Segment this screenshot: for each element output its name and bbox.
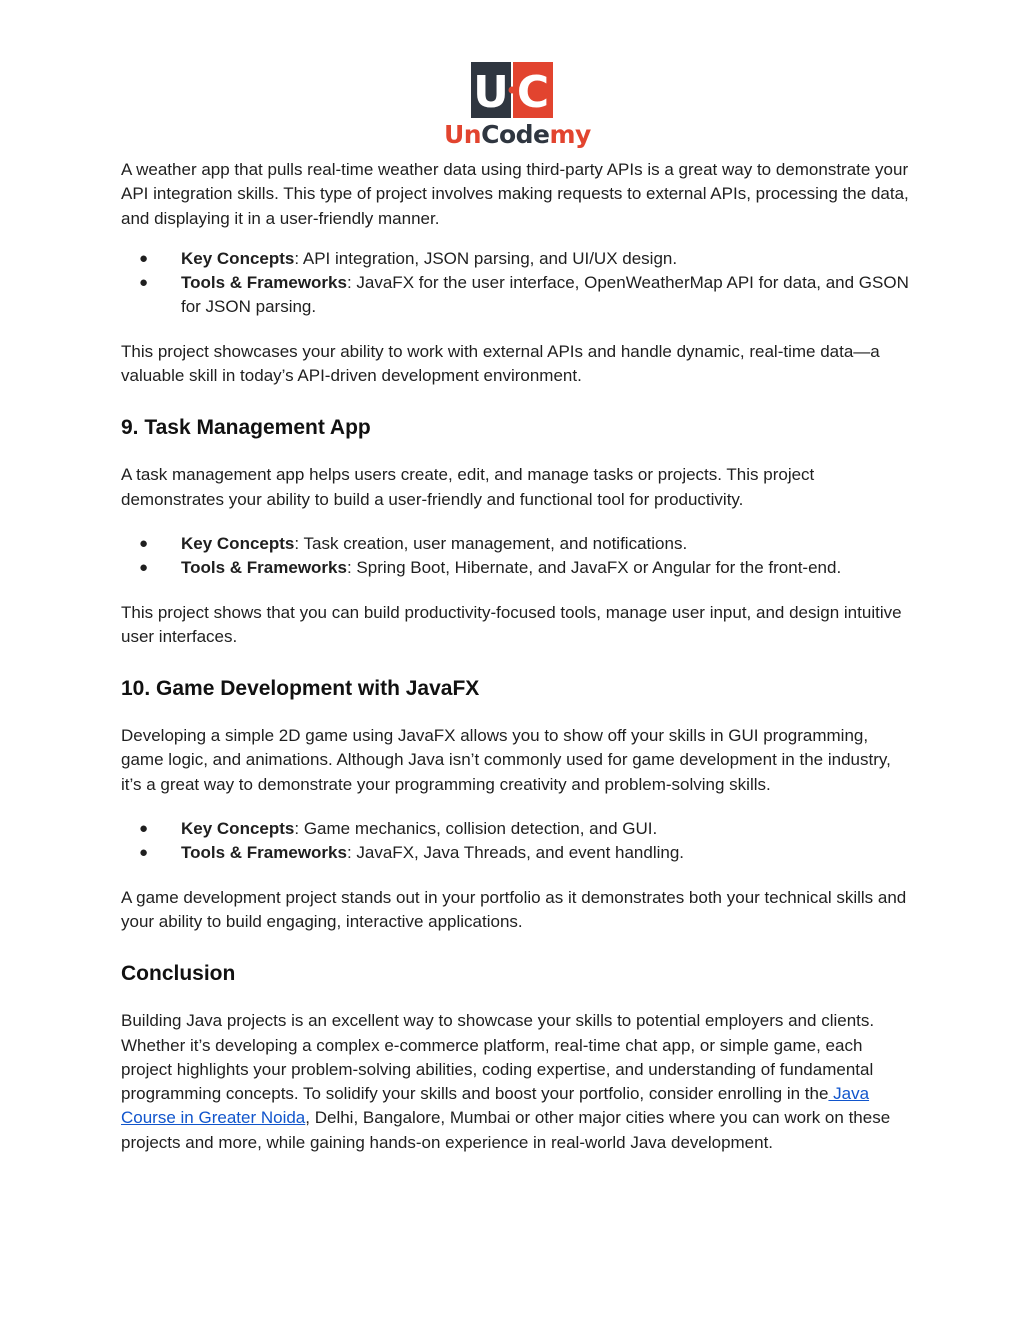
task-management-bullet-list (121, 532, 911, 581)
section-heading-game-development: 10. Game Development with JavaFX (121, 677, 480, 701)
java-course-link[interactable]: Java Course in Greater Noida (121, 1084, 870, 1128)
bullet-label: Key Concepts (181, 533, 295, 553)
conclusion-text-before: Building Java projects is an excellent way to showcase your skills to potential employers and clients. Whether it’s developing a complex e-commerce platform, real-time chat app, or simple game, each project highlights your problem-solving abilities, coding expertise, and understanding of fundamental programming concepts. To solidify your skills and boost your portfolio, consider enrolling in the (121, 1011, 875, 1104)
list-item (121, 532, 911, 556)
section-heading-task-management: 9. Task Management App (121, 416, 371, 440)
logo-word-un: Un (444, 120, 482, 149)
bullet-label: Key Concepts (181, 819, 295, 839)
bullet-text: : API integration, JSON parsing, and UI/UX design. (294, 248, 678, 268)
intro-paragraph: A weather app that pulls real-time weather data using third-party APIs is a great way to demonstrate your API integration skills. This type of project involves making requests to external APIs, processing the data, and displaying it in a user-friendly manner. (121, 160, 909, 228)
logo-mark-u: U (473, 67, 509, 118)
logo-wordmark (444, 120, 591, 150)
list-item (121, 817, 911, 841)
intro-bullet-list (121, 247, 911, 320)
bullet-text: : Spring Boot, Hibernate, and JavaFX or Angular for the front-end. (346, 558, 842, 578)
task-management-paragraph: A task management app helps users create, edit, and manage tasks or projects. This project demonstrates your ability to build a user-friendly and functional tool for productivity. (121, 465, 815, 509)
bullet-text: : JavaFX, Java Threads, and event handling. (346, 843, 685, 863)
logo-word-my: my (549, 120, 591, 149)
bullet-text: : JavaFX for the user interface, OpenWeatherMap API for data, and GSON for JSON parsing. (181, 273, 909, 317)
conclusion-text-after: , Delhi, Bangalore, Mumbai or other major cities where you can work on these projects and more, while gaining hands-on experience in real-world Java development. (121, 1108, 891, 1152)
bullet-text: : Task creation, user management, and notifications. (294, 533, 688, 553)
list-item (121, 556, 911, 580)
list-item (121, 247, 911, 271)
uncodemy-logo (444, 62, 591, 152)
logo-mark-c: C (516, 67, 550, 118)
document-body (121, 158, 911, 1155)
uncodemy-logo-mark (471, 62, 553, 118)
bullet-icon: ● (139, 534, 149, 552)
game-development-bullet-list (121, 817, 911, 866)
bullet-icon: ● (139, 820, 149, 838)
game-development-closing-paragraph: A game development project stands out in your portfolio as it demonstrates both your technical skills and your ability to build engaging, interactive applications. (121, 887, 907, 931)
task-management-closing-paragraph: This project shows that you can build productivity-focused tools, manage user input, and design intuitive user interfaces. (121, 602, 902, 646)
conclusion-paragraph (121, 1009, 911, 1155)
bullet-text: : Game mechanics, collision detection, and GUI. (294, 819, 658, 839)
bullet-label: Tools & Frameworks (181, 273, 347, 293)
intro-closing-paragraph: This project showcases your ability to work with external APIs and handle dynamic, real-time data—a valuable skill in today’s API-driven development environment. (121, 341, 880, 386)
logo-word-code: Code (481, 120, 550, 149)
bullet-label: Tools & Frameworks (181, 558, 347, 578)
bullet-label: Key Concepts (181, 248, 295, 268)
bullet-icon: ● (139, 274, 149, 292)
bullet-label: Tools & Frameworks (181, 843, 347, 863)
list-item (121, 841, 911, 865)
logo-mark-dot (509, 87, 516, 94)
bullet-icon: ● (139, 844, 149, 862)
bullet-icon: ● (139, 249, 149, 267)
game-development-paragraph: Developing a simple 2D game using JavaFX allows you to show off your skills in GUI programming, game logic, and animations. Although Java isn’t commonly used for game development in the industry, it’s a great way to demonstrate your programming creativity and problem-solving skills. (121, 726, 891, 794)
section-heading-conclusion: Conclusion (121, 962, 236, 986)
list-item (121, 271, 911, 320)
bullet-icon: ● (139, 559, 149, 577)
